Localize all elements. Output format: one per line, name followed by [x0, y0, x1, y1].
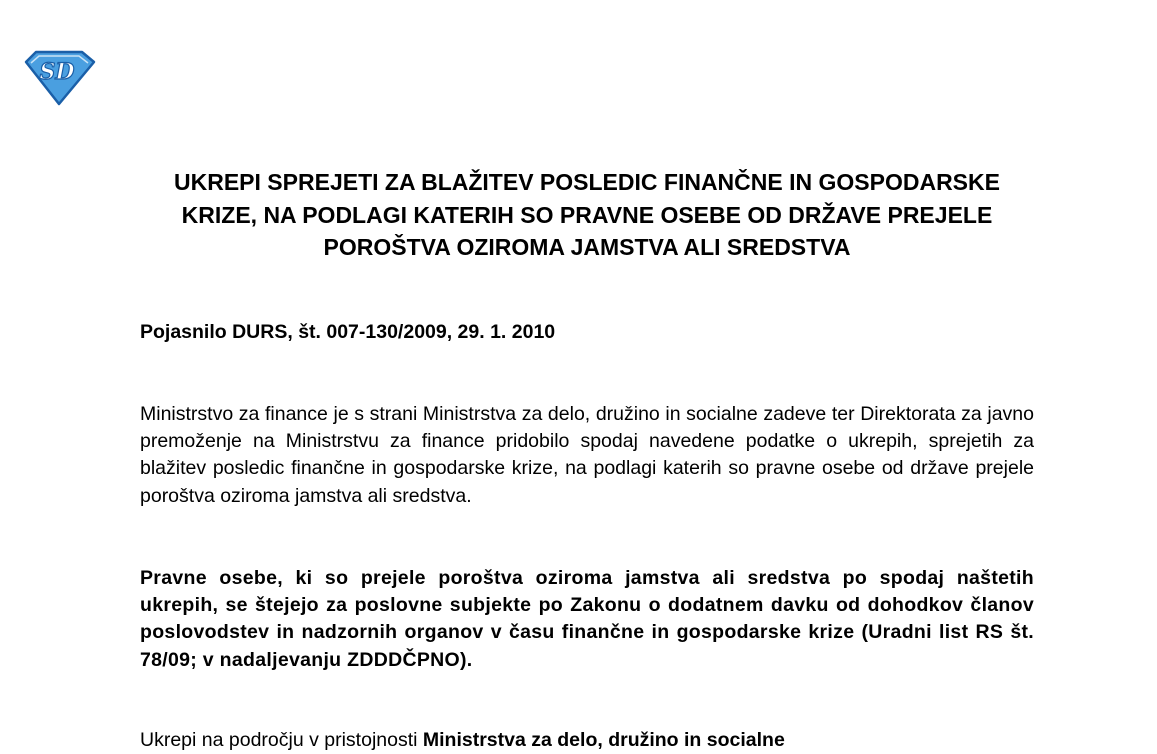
- logo: [22, 48, 96, 106]
- paragraph-legal-entities: Pravne osebe, ki so prejele poroštva oziroma jamstva ali sredstva po spodaj naštetih ukrepih, se štejejo za poslovne subjekte po Zakonu o dodatnem davku od dohodkov članov poslovodstev in nadzornih organov v času finančne in gospodarske krize (Uradni list RS št. 78/09; v nadaljevanju ZDDDČPNO).: [140, 567, 1034, 671]
- document-title: UKREPI SPREJETI ZA BLAŽITEV POSLEDIC FINANČNE IN GOSPODARSKE KRIZE, NA PODLAGI KATERIH SO PRAVNE OSEBE OD DRŽAVE PREJELE POROŠTVA OZIROMA JAMSTVA ALI SREDSTVA: [174, 169, 1000, 260]
- sd-logo-icon: [22, 48, 96, 106]
- paragraph-measures-text: Ukrepi na področju v pristojnosti: [140, 729, 423, 751]
- paragraph-intro: Ministrstvo za finance je s strani Ministrstva za delo, družino in socialne zadeve ter Direktorata za javno premoženje na Ministrstvu za finance pridobilo spodaj navedene podatke o ukrepih, sprejetih za blažitev posledic finančne in gospodarske krize, na podlagi katerih so pravne osebe od države prejele poroštva oziroma jamstva ali sredstva.: [140, 403, 1034, 507]
- document-subtitle: Pojasnilo DURS, št. 007-130/2009, 29. 1. 2010: [140, 321, 556, 343]
- paragraph-measures-bold: Ministrstva za delo, družino in socialne: [422, 729, 785, 751]
- logo-text: SD: [39, 59, 75, 85]
- paragraph-measures: [140, 727, 1034, 754]
